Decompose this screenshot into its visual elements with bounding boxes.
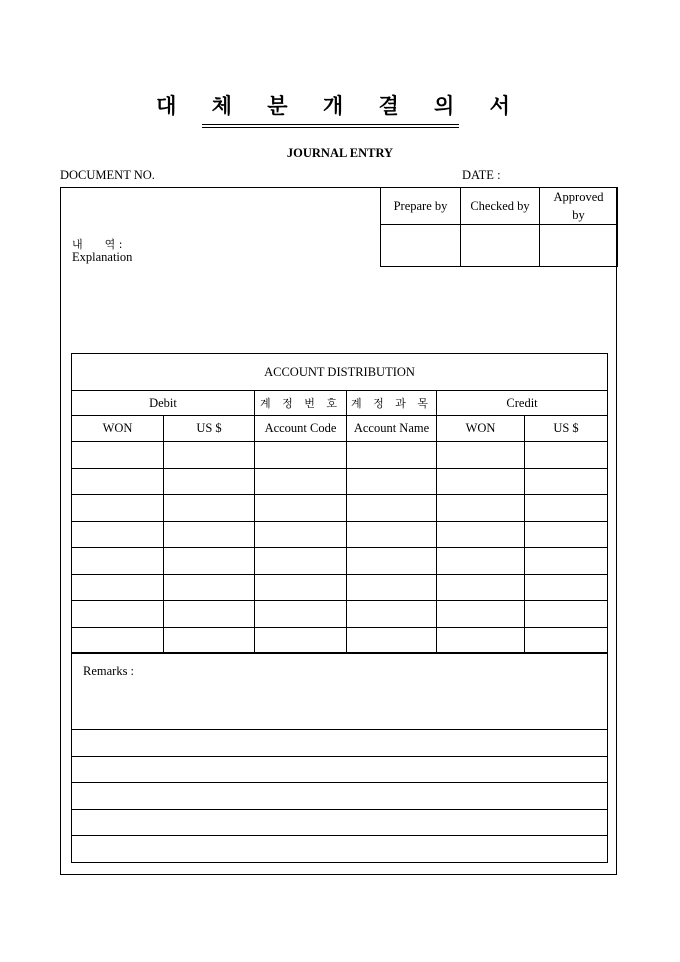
table-row bbox=[72, 574, 608, 601]
account-name-cell[interactable] bbox=[347, 548, 437, 575]
account-code-cell[interactable] bbox=[255, 548, 347, 575]
table-row bbox=[72, 627, 608, 654]
debit-won-cell[interactable] bbox=[72, 521, 164, 548]
account-code-en-header: Account Code bbox=[255, 416, 347, 442]
debit-won-cell[interactable] bbox=[72, 627, 164, 654]
debit-usd-header: US $ bbox=[164, 416, 255, 442]
credit-usd-cell[interactable] bbox=[525, 442, 608, 469]
account-code-cell[interactable] bbox=[255, 601, 347, 628]
remarks-line bbox=[72, 783, 608, 810]
debit-won-cell[interactable] bbox=[72, 495, 164, 522]
remarks-table bbox=[71, 652, 608, 863]
debit-usd-cell[interactable] bbox=[164, 521, 255, 548]
remarks-line-cell[interactable] bbox=[72, 756, 608, 783]
table-row bbox=[72, 601, 608, 628]
debit-won-cell[interactable] bbox=[72, 442, 164, 469]
remarks-line-cell[interactable] bbox=[72, 836, 608, 863]
remarks-line bbox=[72, 809, 608, 836]
account-name-cell[interactable] bbox=[347, 601, 437, 628]
explanation-label-en: Explanation bbox=[72, 250, 133, 264]
credit-usd-cell[interactable] bbox=[525, 574, 608, 601]
approved-by-sign[interactable] bbox=[540, 225, 618, 267]
title-underline-bottom bbox=[202, 127, 459, 128]
debit-usd-cell[interactable] bbox=[164, 548, 255, 575]
distribution-title: ACCOUNT DISTRIBUTION bbox=[72, 354, 608, 391]
credit-won-cell[interactable] bbox=[437, 495, 525, 522]
explanation-label-kr: 내 역 : bbox=[72, 238, 123, 251]
form-title: 대 체 분 개 결 의 서 bbox=[156, 94, 524, 118]
account-name-cell[interactable] bbox=[347, 468, 437, 495]
remarks-label: Remarks : bbox=[83, 664, 135, 678]
account-name-cell[interactable] bbox=[347, 574, 437, 601]
debit-usd-cell[interactable] bbox=[164, 627, 255, 654]
debit-usd-cell[interactable] bbox=[164, 495, 255, 522]
account-name-en-header: Account Name bbox=[347, 416, 437, 442]
checked-by-sign[interactable] bbox=[461, 225, 540, 267]
prepare-by-header: Prepare by bbox=[381, 188, 461, 225]
debit-usd-cell[interactable] bbox=[164, 574, 255, 601]
debit-usd-cell[interactable] bbox=[164, 468, 255, 495]
account-name-cell[interactable] bbox=[347, 627, 437, 654]
account-code-cell[interactable] bbox=[255, 442, 347, 469]
remarks-line-cell[interactable] bbox=[72, 783, 608, 810]
credit-usd-cell[interactable] bbox=[525, 627, 608, 654]
credit-usd-cell[interactable] bbox=[525, 521, 608, 548]
table-row bbox=[72, 442, 608, 469]
credit-won-cell[interactable] bbox=[437, 548, 525, 575]
debit-won-cell[interactable] bbox=[72, 601, 164, 628]
account-name-kr-header: 계 정 과 목 bbox=[347, 391, 437, 416]
title-underline-top bbox=[202, 124, 459, 125]
debit-usd-cell[interactable] bbox=[164, 442, 255, 469]
account-code-kr-header: 계 정 번 호 bbox=[255, 391, 347, 416]
remarks-box[interactable] bbox=[72, 653, 608, 730]
date-label: DATE : bbox=[462, 168, 501, 182]
credit-won-header: WON bbox=[437, 416, 525, 442]
credit-won-cell[interactable] bbox=[437, 521, 525, 548]
approved-by-header: Approved by bbox=[540, 188, 618, 225]
account-name-cell[interactable] bbox=[347, 442, 437, 469]
account-name-cell[interactable] bbox=[347, 495, 437, 522]
debit-won-header: WON bbox=[72, 416, 164, 442]
checked-by-header: Checked by bbox=[461, 188, 540, 225]
table-row bbox=[72, 521, 608, 548]
account-code-cell[interactable] bbox=[255, 468, 347, 495]
debit-won-cell[interactable] bbox=[72, 468, 164, 495]
credit-won-cell[interactable] bbox=[437, 601, 525, 628]
remarks-line-cell[interactable] bbox=[72, 730, 608, 757]
account-distribution-table bbox=[71, 353, 608, 654]
credit-usd-cell[interactable] bbox=[525, 468, 608, 495]
approval-table bbox=[380, 187, 618, 267]
debit-header: Debit bbox=[72, 391, 255, 416]
credit-usd-cell[interactable] bbox=[525, 495, 608, 522]
account-name-cell[interactable] bbox=[347, 521, 437, 548]
table-row bbox=[72, 548, 608, 575]
account-code-cell[interactable] bbox=[255, 521, 347, 548]
credit-won-cell[interactable] bbox=[437, 627, 525, 654]
account-code-cell[interactable] bbox=[255, 574, 347, 601]
debit-won-cell[interactable] bbox=[72, 574, 164, 601]
account-code-cell[interactable] bbox=[255, 627, 347, 654]
table-row bbox=[72, 468, 608, 495]
remarks-line-cell[interactable] bbox=[72, 809, 608, 836]
credit-usd-header: US $ bbox=[525, 416, 608, 442]
debit-won-cell[interactable] bbox=[72, 548, 164, 575]
prepare-by-sign[interactable] bbox=[381, 225, 461, 267]
credit-won-cell[interactable] bbox=[437, 574, 525, 601]
remarks-line bbox=[72, 836, 608, 863]
remarks-line bbox=[72, 756, 608, 783]
document-no-label: DOCUMENT NO. bbox=[60, 168, 155, 182]
account-code-cell[interactable] bbox=[255, 495, 347, 522]
credit-header: Credit bbox=[437, 391, 608, 416]
remarks-line bbox=[72, 730, 608, 757]
form-subtitle: JOURNAL ENTRY bbox=[286, 146, 394, 160]
credit-won-cell[interactable] bbox=[437, 468, 525, 495]
debit-usd-cell[interactable] bbox=[164, 601, 255, 628]
credit-usd-cell[interactable] bbox=[525, 548, 608, 575]
table-row bbox=[72, 495, 608, 522]
credit-won-cell[interactable] bbox=[437, 442, 525, 469]
credit-usd-cell[interactable] bbox=[525, 601, 608, 628]
